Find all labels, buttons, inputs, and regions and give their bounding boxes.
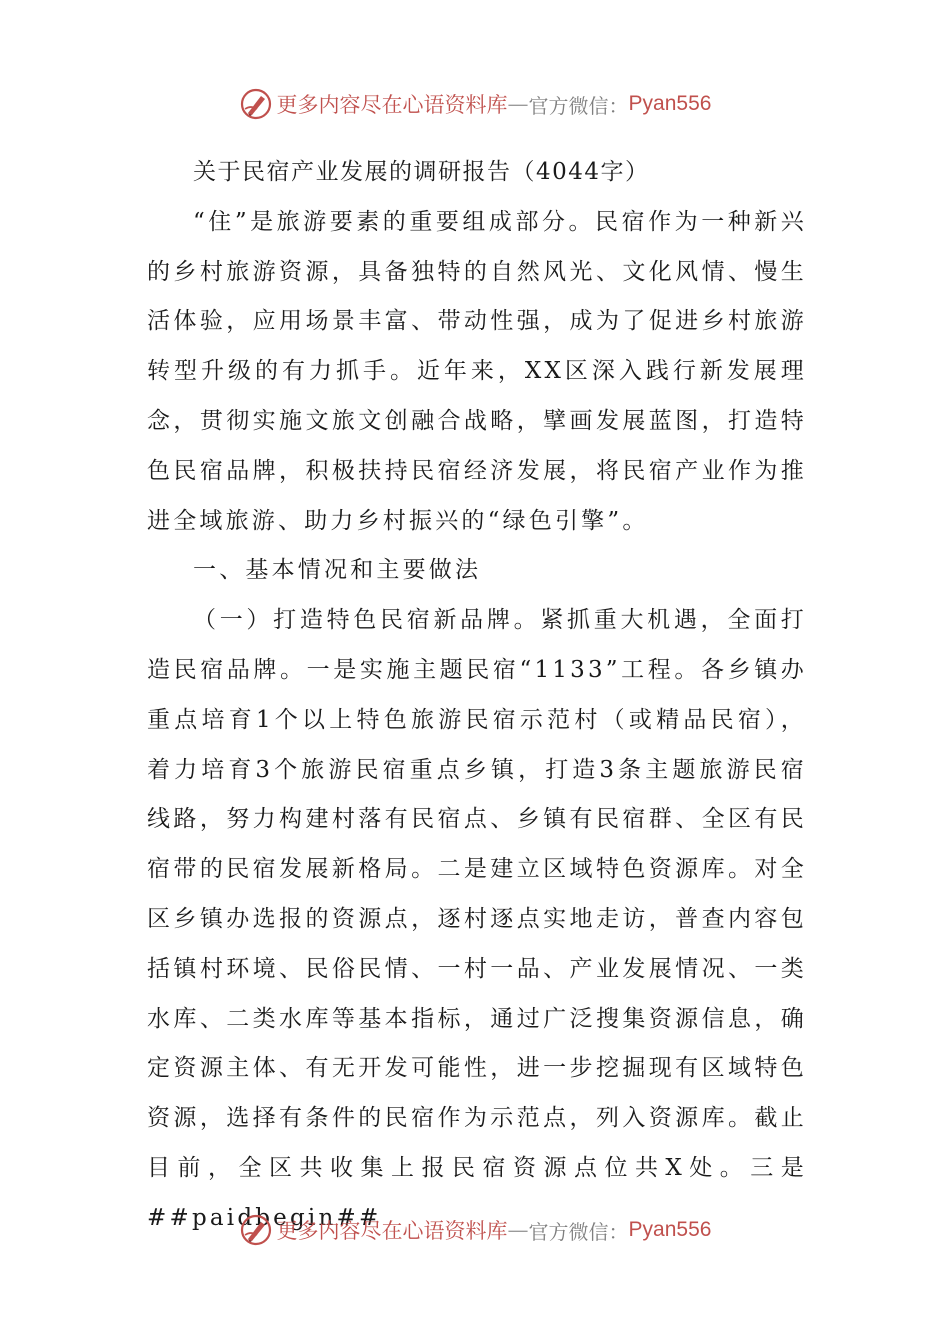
paragraph-section-1: （一）打造特色民宿新品牌。紧抓重大机遇，全面打造民宿品牌。一是实施主题民宿“1133”工程。各乡镇办重点培育1个以上特色旅游民宿示范村（或精品民宿），着力培育3个旅游民宿重点乡镇，打造3条主题旅游民宿线路，努力构建村落有民宿点、乡镇有民宿群、全区有民宿带的民宿发展新格局。二是建立区域特色资源库。对全区乡镇办选报的资源点，逐村逐点实地走访，普查内容包括镇村环境、民俗民情、一村一品、产业发展情况、一类水库、二类水库等基本指标，通过广泛搜集资源信息，确定资源主体、有无开发可能性，进一步挖掘现有区域特色资源，选择有条件的民宿作为示范点，列入资源库。截止目前，全区共收集上报民宿资源点位共X处。三是##paidbegin##	[147, 607, 807, 1231]
pen-logo-icon	[239, 1213, 273, 1247]
banner-sub-text: 官方微信：	[528, 93, 629, 118]
document-body	[147, 148, 807, 1244]
banner-wechat-id: Pyan556	[628, 92, 712, 115]
banner-main-text: 更多内容尽在心语资料库	[276, 1219, 508, 1243]
footer-watermark-banner	[0, 1210, 950, 1250]
banner-sub-text: 官方微信：	[528, 1219, 629, 1244]
section-heading: 一、基本情况和主要做法	[193, 557, 482, 584]
banner-dash: —	[507, 1218, 529, 1242]
banner-wechat-id: Pyan556	[628, 1218, 712, 1241]
banner-main-text: 更多内容尽在心语资料库	[276, 93, 508, 117]
paragraph-intro: “住”是旅游要素的重要组成部分。民宿作为一种新兴的乡村旅游资源，具备独特的自然风光、文化风情、慢生活体验，应用场景丰富、带动性强，成为了促进乡村旅游转型升级的有力抓手。近年来，XX区深入践行新发展理念，贯彻实施文旅文创融合战略，擘画发展蓝图，打造特色民宿品牌，积极扶持民宿经济发展，将民宿产业作为推进全域旅游、助力乡村振兴的“绿色引擎”。	[147, 208, 807, 534]
banner-dash: —	[507, 92, 529, 116]
document-title: 关于民宿产业发展的调研报告（4044字）	[193, 159, 650, 185]
header-watermark-banner	[0, 84, 950, 124]
pen-logo-icon	[239, 87, 273, 121]
